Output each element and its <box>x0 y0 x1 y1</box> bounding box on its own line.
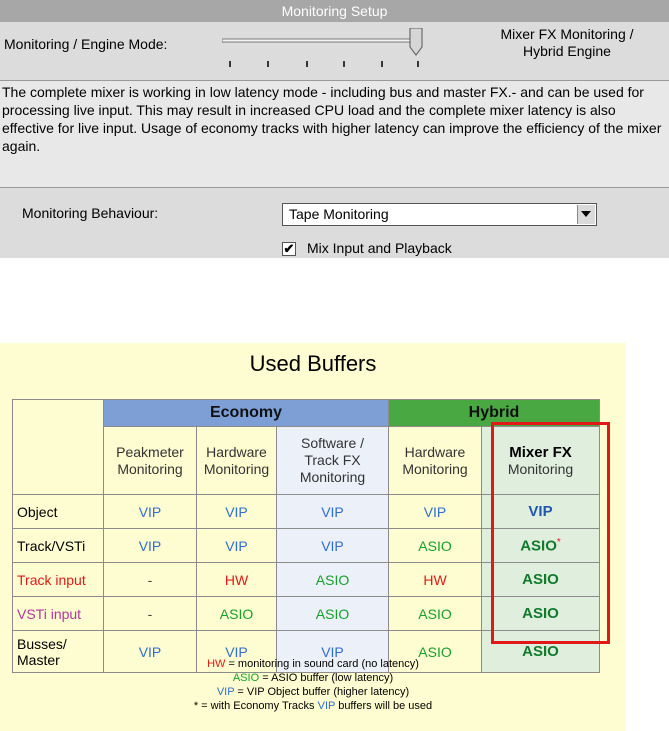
column-header: Mixer FX Monitoring <box>482 427 600 495</box>
column-header: Hardware Monitoring <box>389 427 482 495</box>
table-cell: VIP <box>277 631 389 673</box>
table-cell: ASIO* <box>482 529 600 563</box>
table-row <box>13 495 600 529</box>
column-header: Software / Track FX Monitoring <box>277 427 389 495</box>
footnote-marker: * <box>556 536 561 548</box>
buffer-table <box>12 399 600 673</box>
table-cell: ASIO <box>277 563 389 597</box>
monitoring-behaviour-value: Tape Monitoring <box>289 206 389 222</box>
legend-vip: VIP = VIP Object buffer (higher latency) <box>216 686 410 698</box>
table-cell: VIP <box>197 631 277 673</box>
table-corner <box>13 400 104 495</box>
table-row <box>13 563 600 597</box>
table-cell: ASIO <box>197 597 277 631</box>
table-row <box>13 529 600 563</box>
used-buffers-figure <box>0 343 626 731</box>
table-cell: ASIO <box>389 631 482 673</box>
engine-mode-value <box>462 26 669 60</box>
slider-ticks <box>230 61 418 67</box>
table-cell: ASIO <box>482 597 600 631</box>
table-row <box>13 597 600 631</box>
table-cell: VIP <box>389 495 482 529</box>
column-header: Hardware Monitoring <box>197 427 277 495</box>
table-cell: VIP <box>197 529 277 563</box>
monitoring-behaviour-label: Monitoring Behaviour: <box>22 205 159 221</box>
chevron-down-icon <box>578 205 594 222</box>
table-cell: VIP <box>104 495 197 529</box>
buffer-legend <box>0 657 626 713</box>
engine-mode-label: Monitoring / Engine Mode: <box>4 36 168 52</box>
column-header: Peakmeter Monitoring <box>104 427 197 495</box>
table-cell: ASIO <box>389 597 482 631</box>
monitoring-setup-panel <box>0 0 669 258</box>
legend-footnote: * = with Economy Tracks VIP buffers will be used <box>193 700 433 712</box>
used-buffers-title: Used Buffers <box>249 351 377 376</box>
legend-hw: HW = monitoring in sound card (no latency) <box>207 658 419 670</box>
row-label: VSTi input <box>13 597 104 631</box>
mix-input-playback-label: Mix Input and Playback <box>307 240 452 256</box>
table-cell: ASIO <box>482 631 600 673</box>
table-cell: VIP <box>277 529 389 563</box>
mix-input-playback-checkbox[interactable]: ✔ <box>283 241 295 256</box>
slider-track <box>222 39 418 42</box>
monitoring-behaviour-select[interactable] <box>282 203 597 226</box>
table-cell: ASIO <box>389 529 482 563</box>
table-cell: VIP <box>482 495 600 529</box>
table-cell: ASIO <box>277 597 389 631</box>
mode-description: The complete mixer is working in low latency mode - including bus and master FX.- and can be used for processing live input. This may result in increased CPU load and the complete mixer latency is also effective for live input. Usage of economy tracks with higher latency can improve the efficiency of the mixer again. <box>0 80 669 188</box>
row-label: Object <box>13 495 104 529</box>
row-label: Track input <box>13 563 104 597</box>
panel-title: Monitoring Setup <box>0 0 669 22</box>
table-cell: VIP <box>104 631 197 673</box>
slider-thumb-shape[interactable] <box>410 28 422 55</box>
table-cell: - <box>104 563 197 597</box>
table-cell: VIP <box>104 529 197 563</box>
row-label: Track/VSTi <box>13 529 104 563</box>
table-cell: ASIO <box>482 563 600 597</box>
dropdown-button[interactable] <box>577 205 595 224</box>
table-cell: HW <box>197 563 277 597</box>
table-cell: - <box>104 597 197 631</box>
table-cell: HW <box>389 563 482 597</box>
engine-mode-value-line2: Hybrid Engine <box>523 43 611 59</box>
economy-header: Economy <box>104 400 389 427</box>
hybrid-header: Hybrid <box>389 400 600 427</box>
table-cell: VIP <box>277 495 389 529</box>
table-cell: VIP <box>197 495 277 529</box>
engine-mode-value-line1: Mixer FX Monitoring / <box>500 26 634 42</box>
engine-mode-slider[interactable] <box>222 28 428 70</box>
legend-asio: ASIO = ASIO buffer (low latency) <box>232 672 394 684</box>
slider-thumb <box>410 28 422 55</box>
row-label: Busses/ Master <box>13 631 104 673</box>
